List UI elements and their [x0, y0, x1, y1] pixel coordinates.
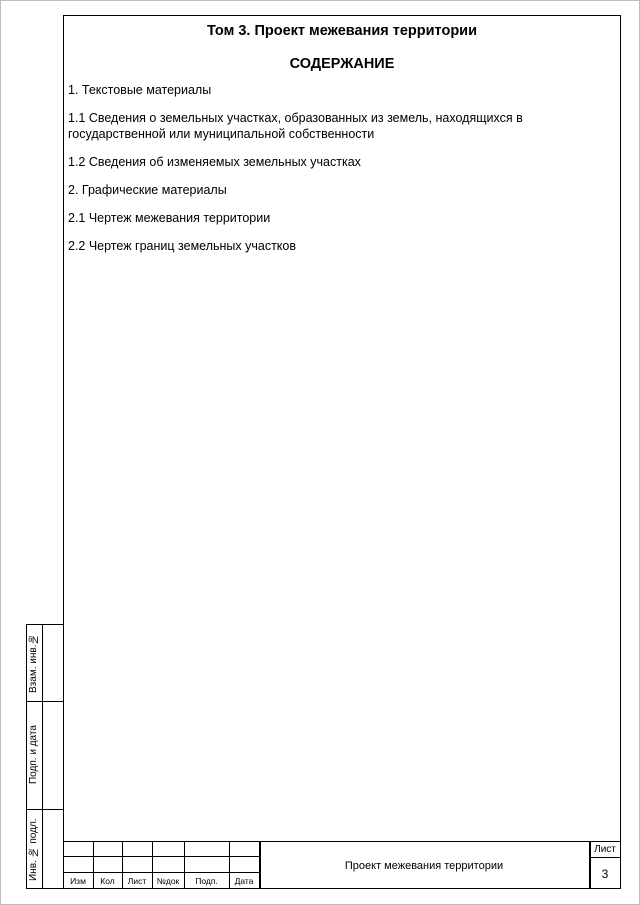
toc-item-2-1	[68, 210, 588, 226]
column-label-date: Дата	[234, 876, 254, 886]
toc-item-2	[68, 182, 588, 198]
side-strip-divider	[42, 625, 43, 888]
toc-item-line: 1.2 Сведения об изменяемых земельных участках	[68, 155, 361, 169]
side-label-replacement-inv: Взам. инв.№	[28, 633, 39, 693]
column-label-doc-number: №док	[156, 876, 180, 886]
project-name: Проект межевания территории	[344, 860, 504, 872]
toc-item-1-1	[68, 110, 588, 142]
title-block	[63, 841, 621, 889]
toc-heading: СОДЕРЖАНИЕ	[289, 56, 395, 72]
sheet-label: Лист	[594, 844, 616, 855]
side-label-signature-date: Подп. и дата	[28, 725, 39, 785]
side-stamp-strip	[26, 624, 63, 889]
toc-item-2-2	[68, 238, 588, 254]
toc-item-line: 1.1 Сведения о земельных участках, образованных из земель, находящихся в	[68, 111, 523, 125]
column-label-count: Кол	[100, 876, 115, 886]
toc-item-1	[68, 82, 588, 98]
side-strip-row-divider	[27, 809, 63, 810]
sheet-number: 3	[601, 867, 609, 881]
document-title: Том 3. Проект межевания территории	[206, 23, 478, 39]
side-label-original-inv: Инв. № подл.	[28, 818, 39, 882]
toc-item-1-2	[68, 154, 588, 170]
toc-item-line: 2.1 Чертеж межевания территории	[68, 211, 271, 225]
toc-item-line: 2.2 Чертеж границ земельных участков	[68, 239, 297, 253]
drawing-frame	[63, 15, 621, 889]
side-strip-row-divider	[27, 701, 63, 702]
toc-item-line-2: государственной или муниципальной собственности	[68, 127, 375, 141]
toc-item-line: 2. Графические материалы	[68, 183, 227, 197]
column-label-sheet: Лист	[127, 876, 147, 886]
column-label-signature: Подп.	[195, 876, 218, 886]
toc-item-line: 1. Текстовые материалы	[68, 83, 212, 97]
column-label-revision: Изм	[70, 876, 86, 886]
